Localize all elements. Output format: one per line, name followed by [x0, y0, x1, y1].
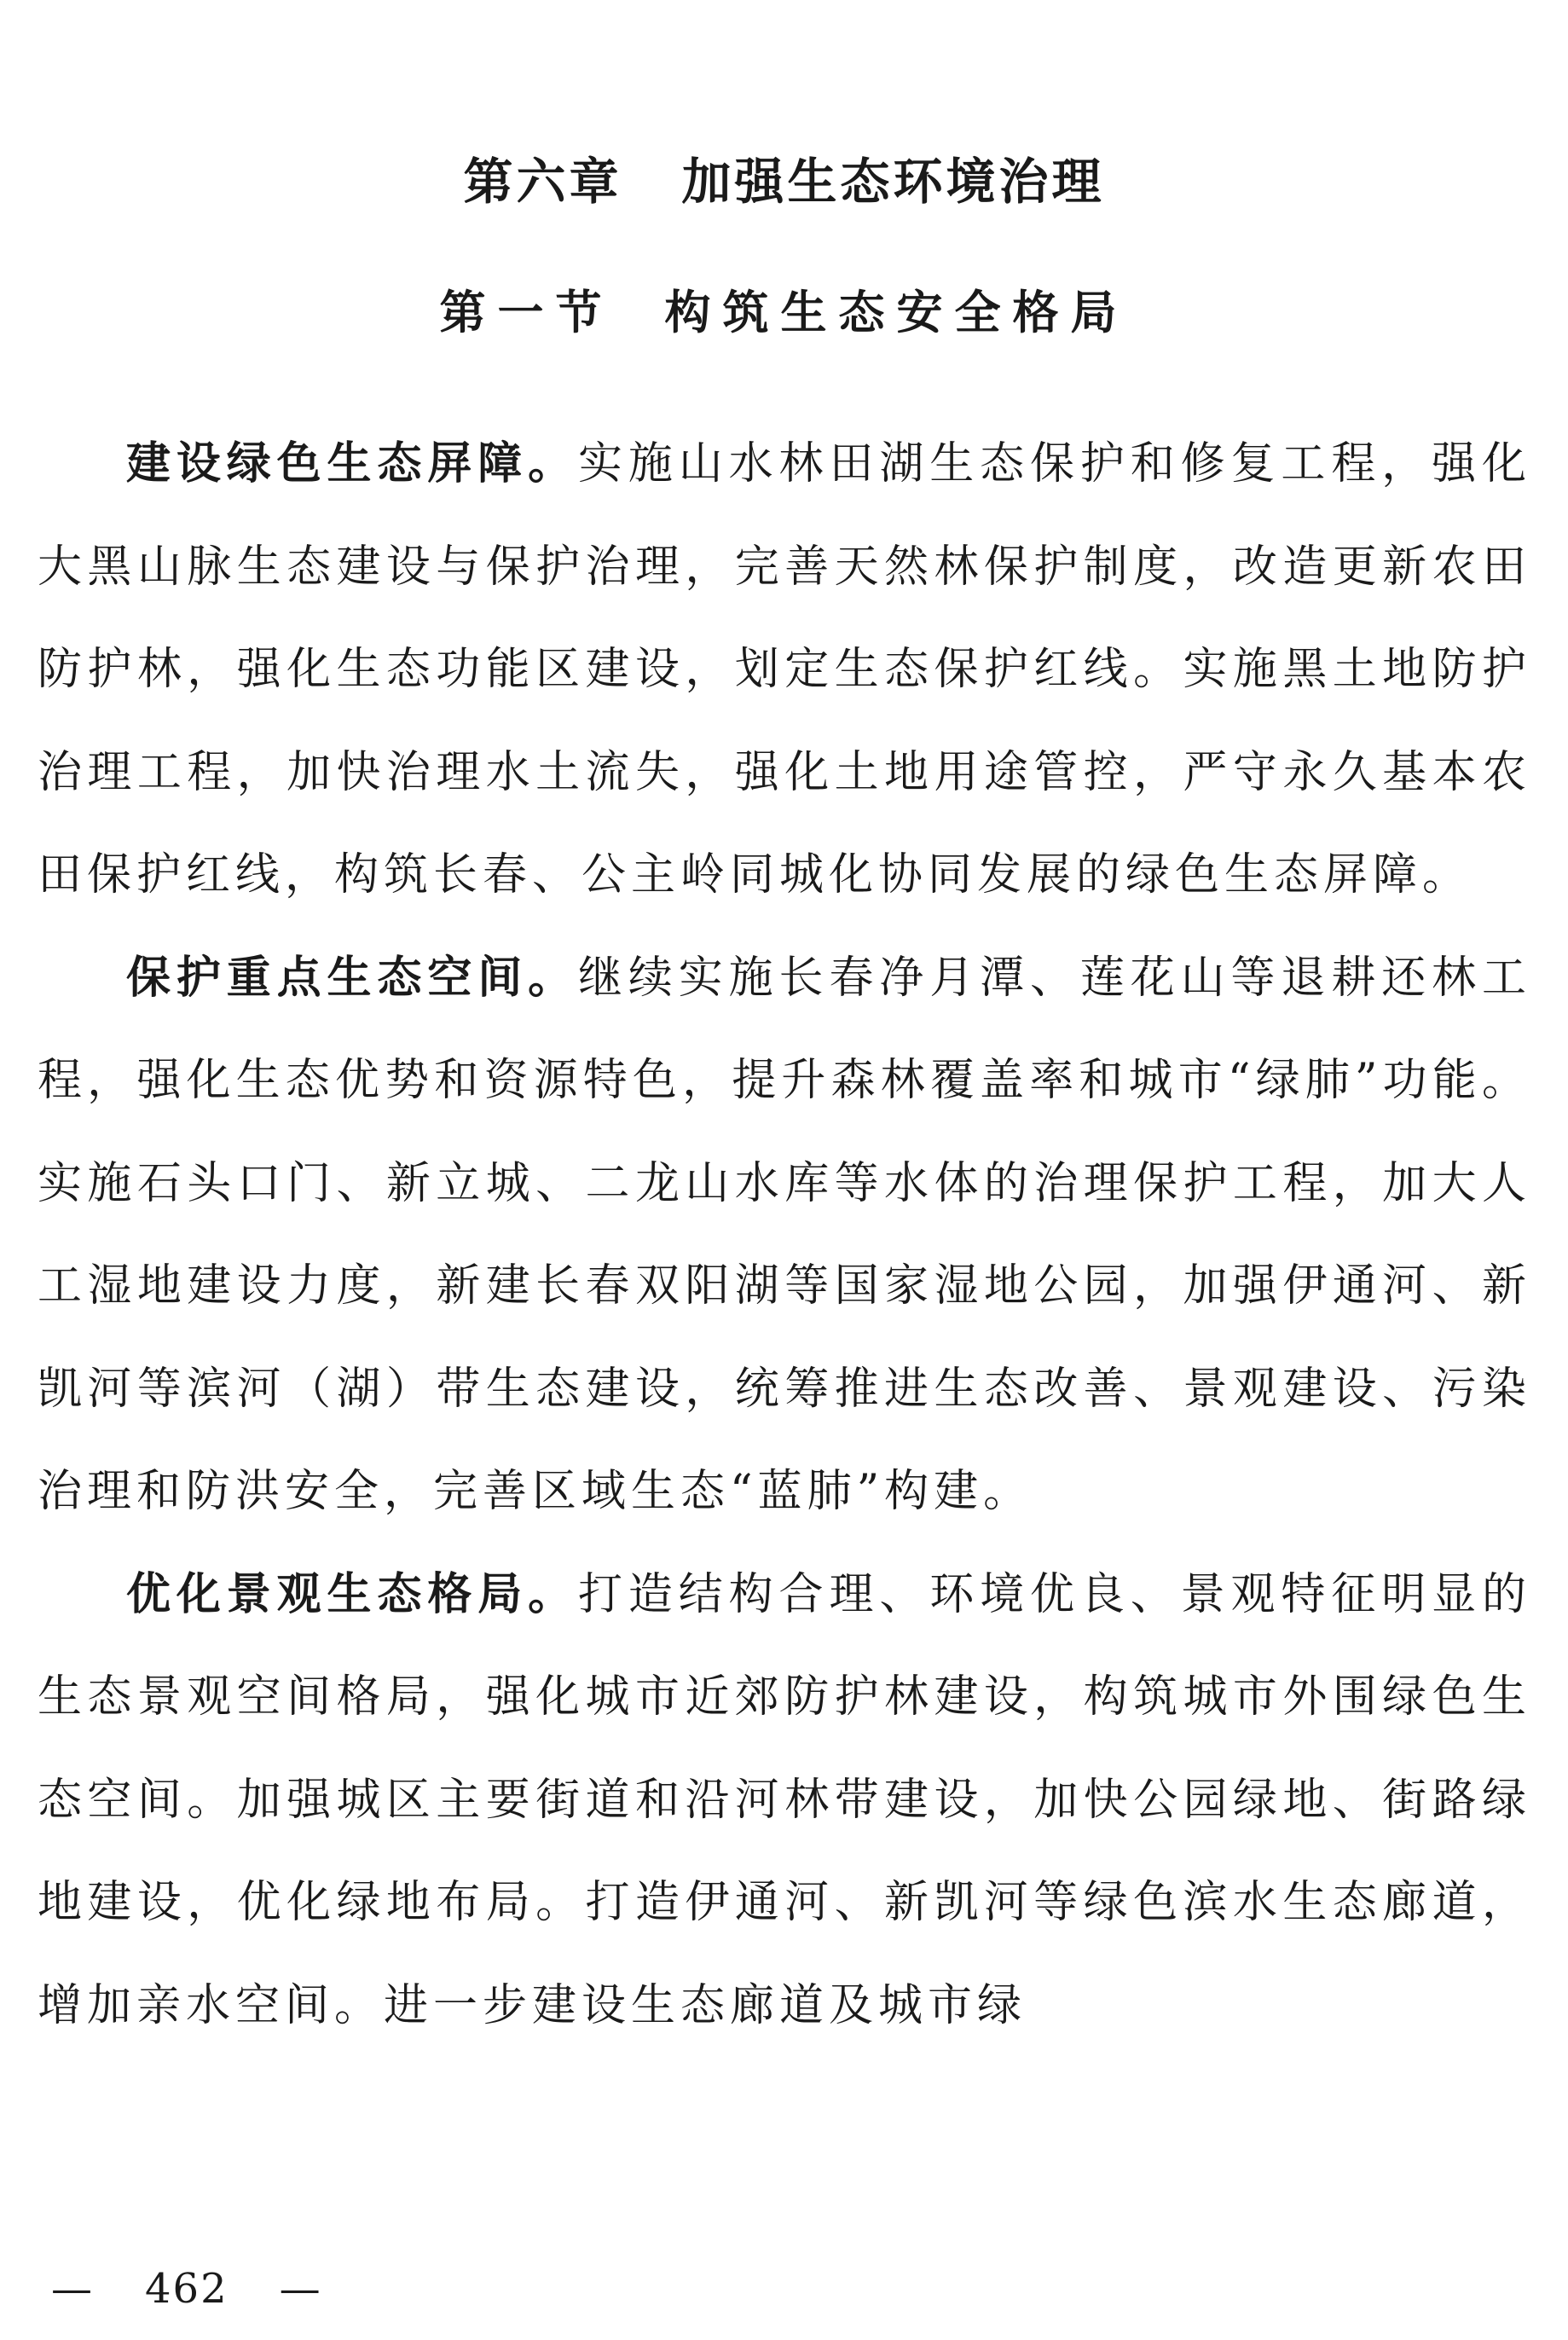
section-title	[0, 285, 1568, 341]
paragraph-lead: 保护重点生态空间。	[126, 952, 578, 1004]
chapter-title	[0, 152, 1568, 211]
paragraph	[38, 1544, 1531, 2058]
chapter-name: 加强生态环境治理	[681, 153, 1105, 211]
section-number: 第一节	[439, 286, 614, 339]
paragraph-text: 实施山水林田湖生态保护和修复工程，强化大黑山脉生态建设与保护治理，完善天然林保护制度，改造更新农田防护林，强化生态功能区建设，划定生态保护红线。实施黑土地防护治理工程，加快治理水土流失，强化土地用途管控，严守永久基本农田保护红线，构筑长春、公主岭同城化协同发展的绿色生态屏障。	[38, 438, 1531, 901]
paragraph-text: 继续实施长春净月潭、莲花山等退耕还林工程，强化生态优势和资源特色，提升森林覆盖率和城市“绿肺”功能。实施石头口门、新立城、二龙山水库等水体的治理保护工程，加大人工湿地建设力度，新建长春双阳湖等国家湿地公园，加强伊通河、新凯河等滨河（湖）带生态建设，统筹推进生态改善、景观建设、污染治理和防洪安全，完善区域生态“蓝肺”构建。	[38, 952, 1531, 1517]
paragraph-text: 打造结构合理、环境优良、景观特征明显的生态景观空间格局，强化城市近郊防护林建设，构筑城市外围绿色生态空间。加强城区主要街道和沿河林带建设，加快公园绿地、街路绿地建设，优化绿地布局。打造伊通河、新凯河等绿色滨水生态廊道，增加亲水空间。进一步建设生态廊道及城市绿	[38, 1568, 1531, 2031]
section-name: 构筑生态安全格局	[664, 286, 1129, 339]
footer-dash-right: —	[279, 2265, 322, 2313]
page-number: 462	[145, 2265, 229, 2313]
footer-dash-left: —	[51, 2265, 94, 2313]
paragraph-lead: 建设绿色生态屏障。	[126, 438, 578, 489]
body-text	[38, 413, 1531, 2057]
paragraph	[38, 927, 1531, 1544]
paragraph	[38, 413, 1531, 927]
page-footer	[51, 2263, 322, 2314]
paragraph-lead: 优化景观生态格局。	[126, 1568, 578, 1620]
chapter-number: 第六章	[463, 153, 622, 211]
